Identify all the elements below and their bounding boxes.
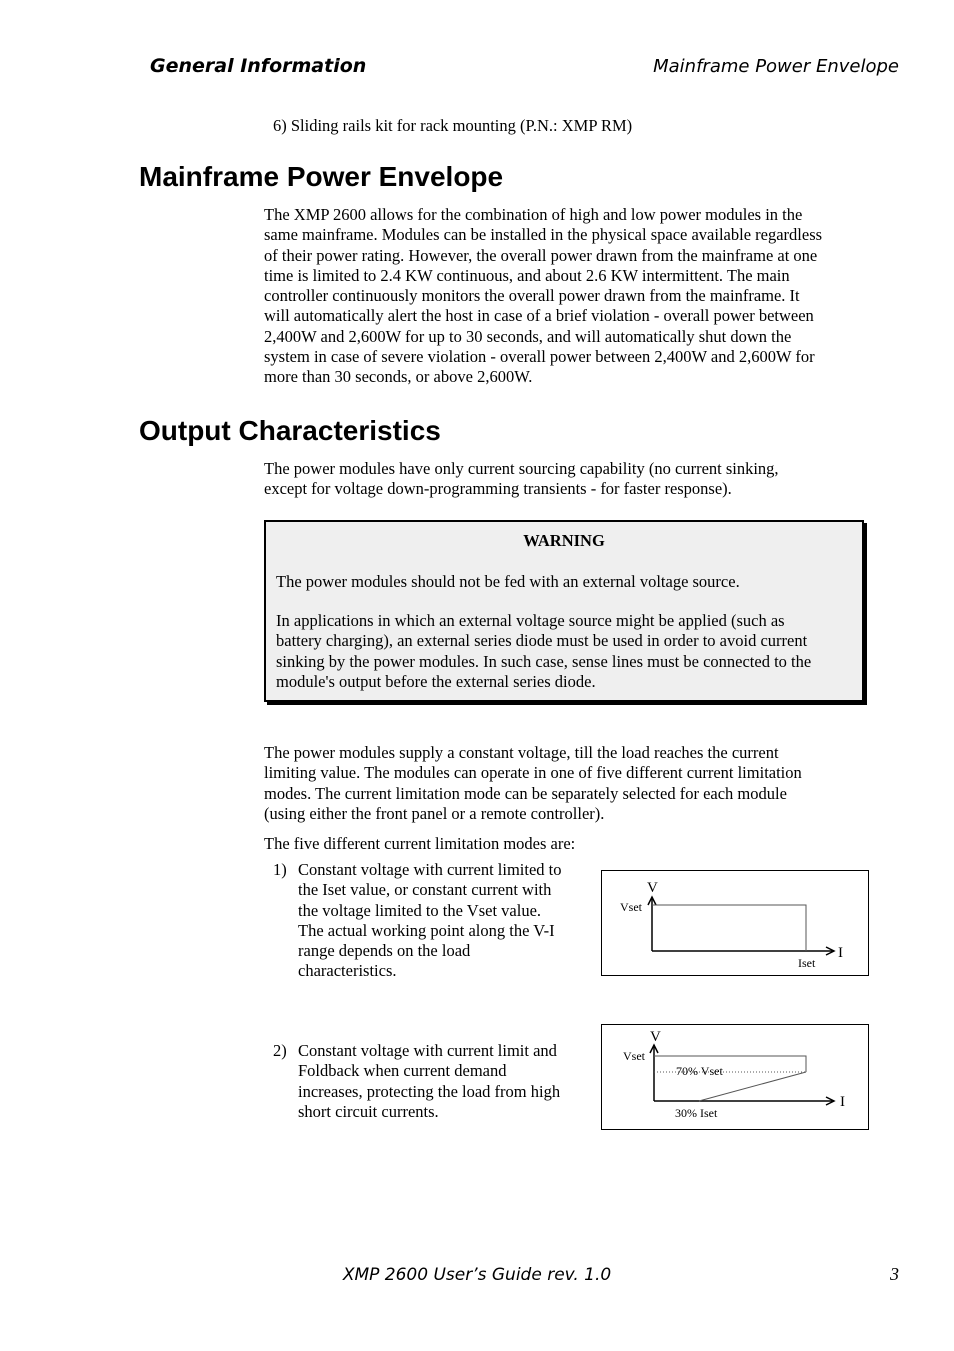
text-line: controller continuously monitors the overall power drawn from the mainframe. It: [264, 286, 800, 306]
list-item: 6) Sliding rails kit for rack mounting (P.N.: XMP RM): [273, 116, 633, 135]
text-line: the voltage limited to the Vset value.: [298, 900, 542, 920]
modes-intro: The five different current limitation modes are:: [264, 834, 576, 853]
text-line: time is limited to 2.4 KW continuous, and about 2.6 KW intermittent. The main: [264, 265, 790, 285]
i-axis-label: I: [838, 945, 843, 961]
power-envelope-paragraph: [264, 205, 864, 388]
page-number: 3: [890, 1264, 899, 1284]
i-axis-label: I: [840, 1094, 845, 1110]
text-line: system in case of severe violation - overall power between 2,400W and 2,600W for: [264, 347, 815, 367]
text-line: Foldback when current demand: [298, 1061, 507, 1081]
text-line: Constant voltage with current limited to: [298, 860, 562, 879]
mode-number: 1): [273, 860, 287, 879]
text-line: more than 30 seconds, or above 2,600W.: [264, 367, 533, 387]
footer-document-title: XMP 2600 User’s Guide rev. 1.0: [342, 1265, 612, 1285]
iset-label: Iset: [798, 956, 816, 970]
text-line: increases, protecting the load from high: [298, 1081, 561, 1101]
mode-2-description: [298, 1041, 586, 1122]
header-section-title: General Information: [150, 55, 367, 77]
v-axis-label: V: [650, 1029, 661, 1045]
mode-1-description: [298, 860, 586, 982]
text-line: 2,400W and 2,600W for up to 30 seconds, and will automatically shut down the: [264, 326, 792, 346]
section-heading-output-characteristics: Output Characteristics: [139, 415, 441, 446]
mode-2-foldback-diagram: [601, 1024, 869, 1130]
text-line: Constant voltage with current limit and: [298, 1041, 557, 1060]
text-line: module's output before the external series diode.: [276, 671, 596, 691]
text-line: The power modules have only current sourcing capability (no current sinking,: [264, 459, 779, 478]
warning-text: The power modules should not be fed with an external voltage source.: [276, 572, 740, 591]
text-line: except for voltage down-programming transients - for faster response).: [264, 479, 732, 499]
vset-label: Vset: [623, 1049, 645, 1063]
text-line: The XMP 2600 allows for the combination of high and low power modules in the: [264, 205, 803, 224]
text-line: The power modules supply a constant voltage, till the load reaches the current: [264, 743, 779, 762]
text-line: characteristics.: [298, 961, 397, 981]
text-line: short circuit currents.: [298, 1101, 439, 1121]
warning-details: [276, 611, 856, 692]
text-line: range depends on the load: [298, 941, 471, 961]
text-line: limiting value. The modules can operate in one of five different current limitation: [264, 763, 802, 783]
warning-box: [264, 520, 864, 702]
warning-title: WARNING: [523, 531, 605, 550]
current-limit-paragraph: [264, 743, 864, 824]
text-line: will automatically alert the host in case of a brief violation - overall power between: [264, 306, 814, 326]
vi-curve: [652, 905, 806, 951]
output-intro-paragraph: [264, 459, 864, 500]
text-line: of their power rating. However, the overall power drawn from the mainframe at one: [264, 245, 818, 265]
mode-number: 2): [273, 1041, 287, 1060]
text-line: modes. The current limitation mode can be separately selected for each module: [264, 783, 787, 803]
iset-30-label: 30% Iset: [675, 1106, 718, 1120]
v-axis-label: V: [647, 880, 658, 896]
vset-label: Vset: [620, 900, 642, 914]
text-line: The actual working point along the V-I: [298, 920, 555, 940]
text-line: In applications in which an external voltage source might be applied (such as: [276, 611, 785, 630]
vset-70-label: 70% Vset: [676, 1064, 723, 1078]
text-line: battery charging), an external series diode must be used in order to avoid current: [276, 631, 808, 651]
mode-1-vi-diagram: [601, 870, 869, 976]
text-line: same mainframe. Modules can be installed in the physical space available regardless: [264, 225, 823, 245]
section-heading-power-envelope: Mainframe Power Envelope: [139, 161, 504, 192]
text-line: (using either the front panel or a remote controller).: [264, 803, 605, 823]
text-line: the Iset value, or constant current with: [298, 880, 552, 900]
header-running-title: Mainframe Power Envelope: [653, 56, 899, 77]
text-line: sinking by the power modules. In such case, sense lines must be connected to the: [276, 651, 812, 671]
